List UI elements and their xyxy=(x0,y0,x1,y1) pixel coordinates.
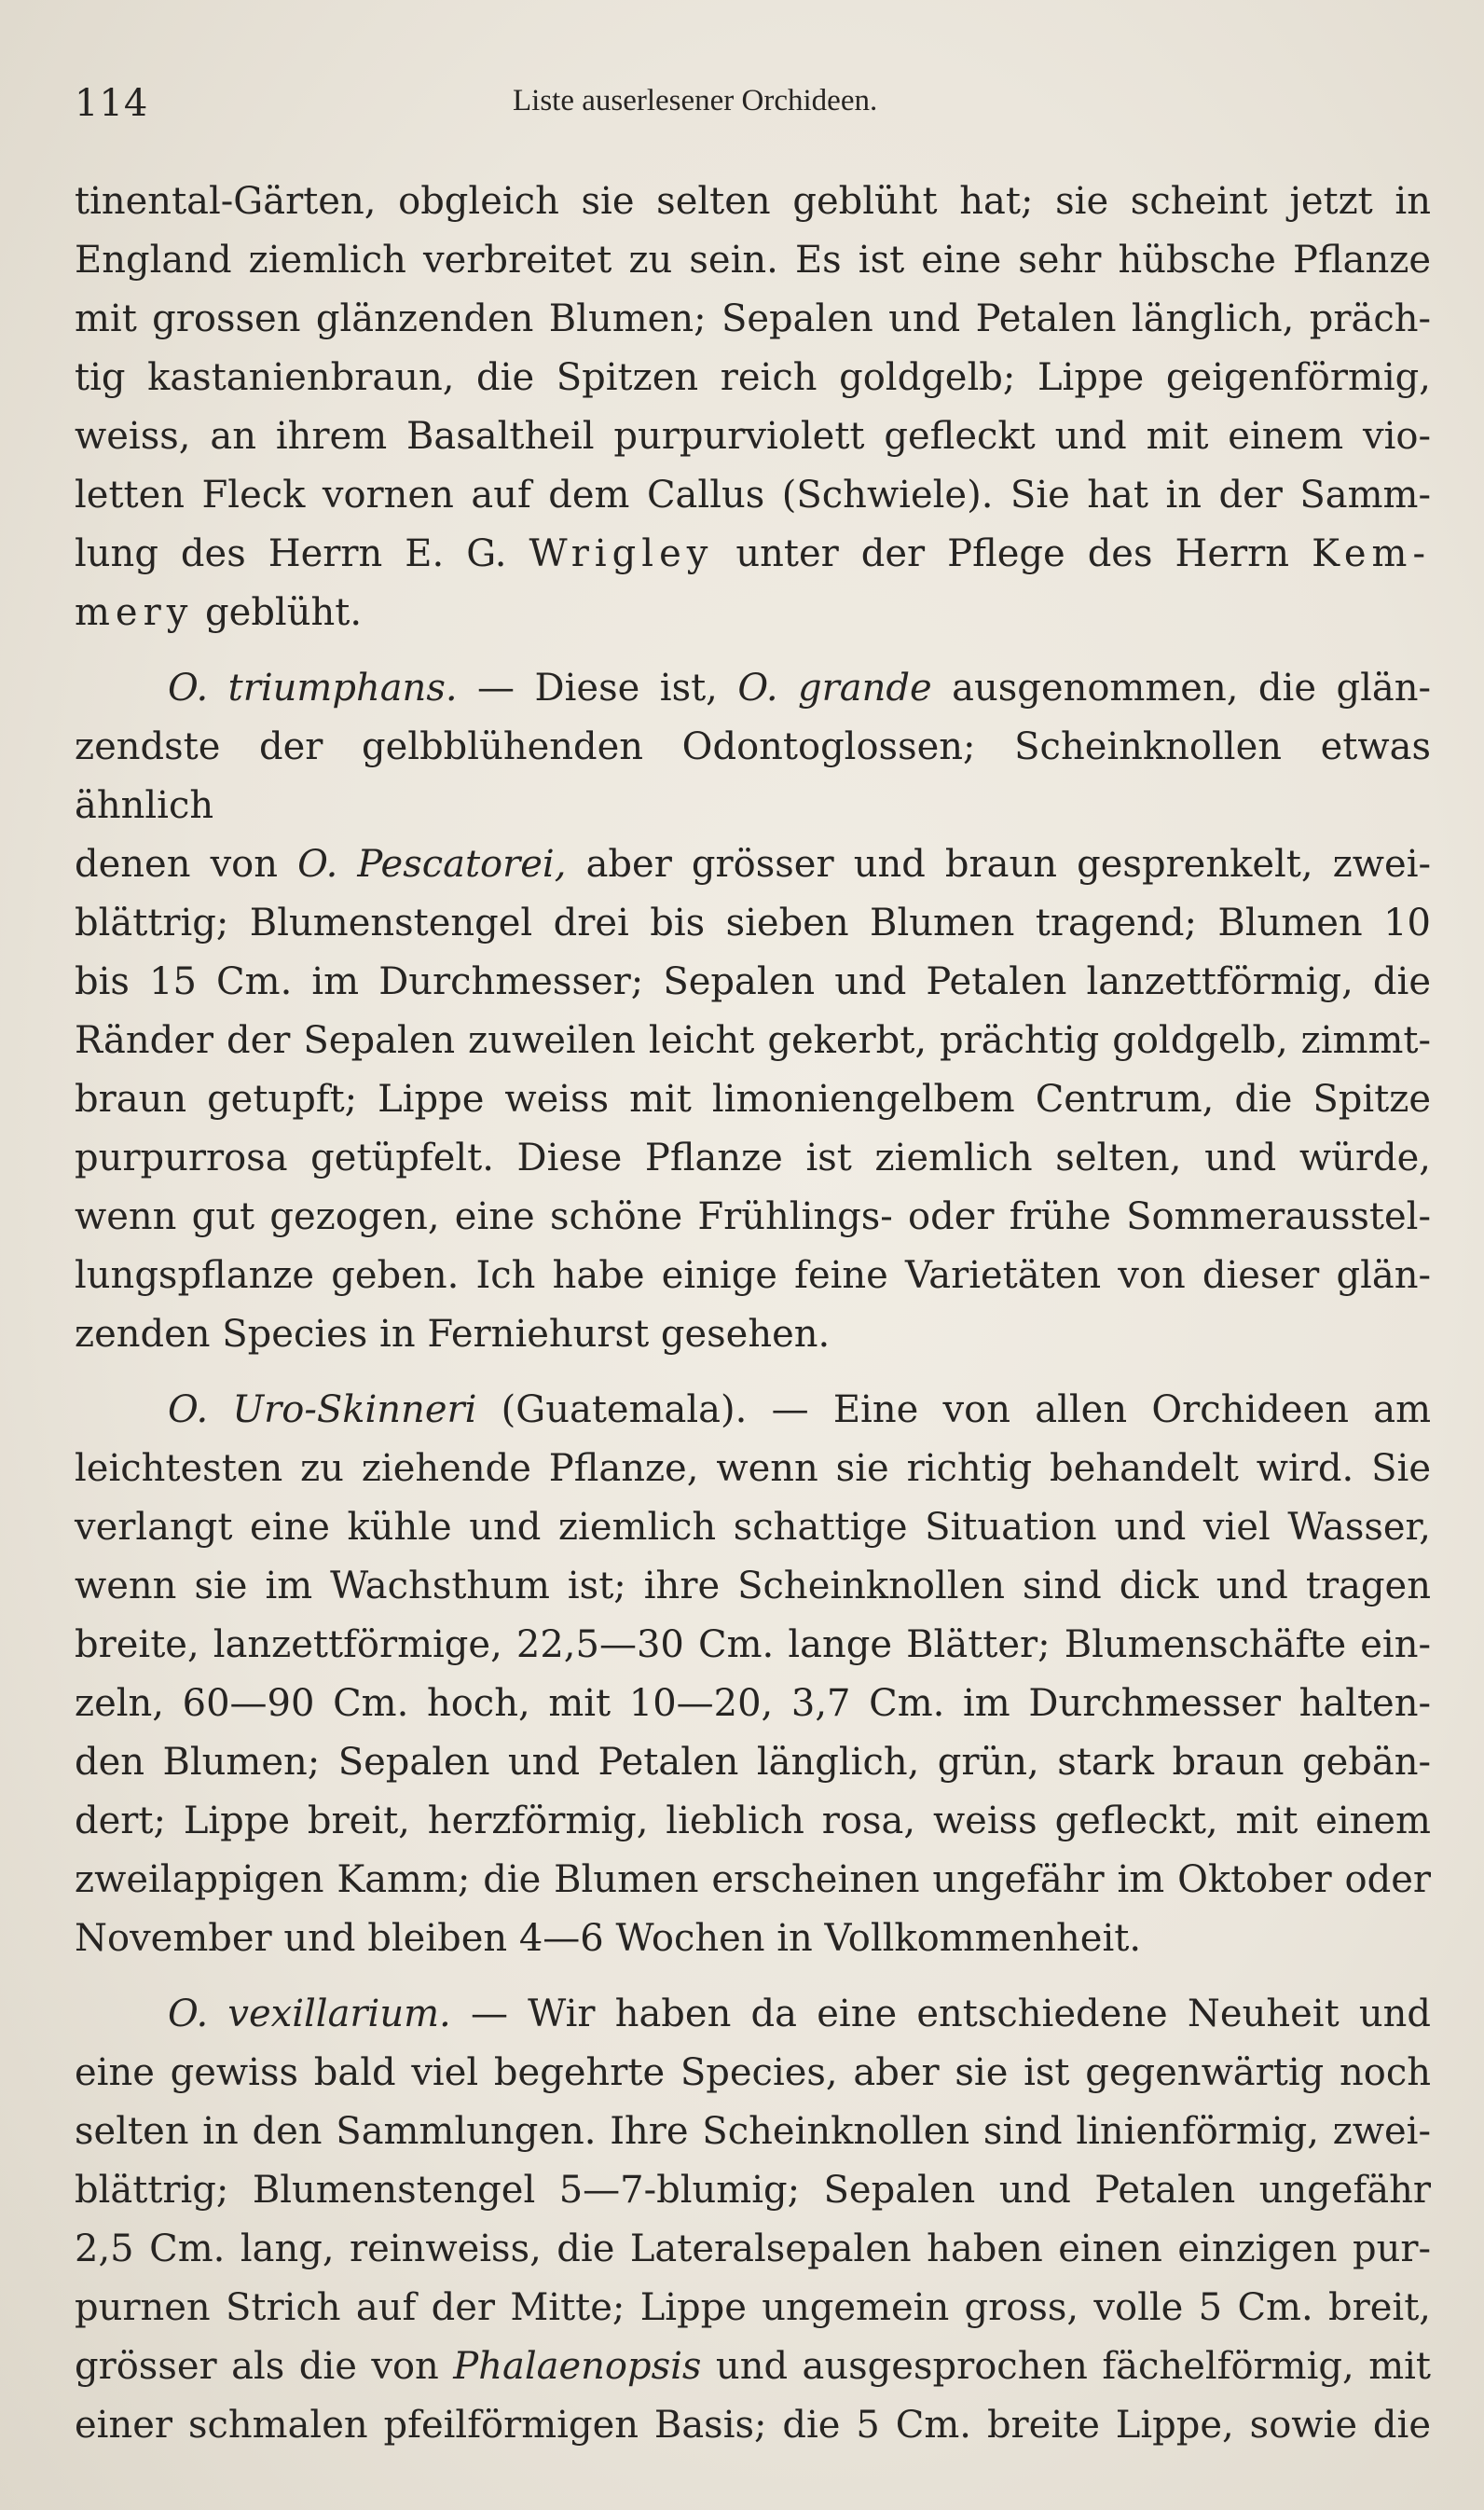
text-line xyxy=(75,1985,1431,2044)
running-title: Liste auserlesener Orchideen. xyxy=(513,84,878,117)
text-line: zenden Species in Ferniehurst gesehen. xyxy=(75,1313,831,1356)
text-line: purnen Strich auf der Mitte; Lippe ungemein gross, volle 5 Cm. breit, xyxy=(75,2286,1431,2329)
text-line: braun getupft; Lippe weiss mit limoniengelbem Centrum, die Spitze xyxy=(75,1078,1431,1121)
text-line: wenn sie im Wachsthum ist; ihre Scheinknollen sind dick und tragen xyxy=(75,1565,1431,1607)
paragraph-vexillarium xyxy=(75,1985,1431,2455)
text-run: grösser als die von xyxy=(75,2345,454,2388)
text-line: einer schmalen pfeilförmigen Basis; die 5 Cm. breite Lippe, sowie die xyxy=(75,2404,1431,2447)
text-line xyxy=(75,2338,1431,2396)
text-run: geblüht. xyxy=(193,591,363,634)
text-line xyxy=(75,659,1431,718)
text-line: tinental-Gärten, obgleich sie selten geblüht hat; sie scheint jetzt in xyxy=(75,180,1431,223)
text-line: lungspflanze geben. Ich habe einige feine Varietäten von dieser glän- xyxy=(75,1254,1431,1297)
text-line: England ziemlich verbreitet zu sein. Es ist eine sehr hübsche Pflanze xyxy=(75,239,1431,282)
text-run: — Wir haben da eine entschiedene Neuheit und xyxy=(450,1993,1431,2035)
paragraph-continuation xyxy=(75,172,1431,642)
text-line: tig kastanienbraun, die Spitzen reich goldgelb; Lippe geigenförmig, xyxy=(75,356,1431,399)
person-name: Wrigley xyxy=(529,532,714,575)
species-name: O. vexillarium. xyxy=(168,1993,451,2035)
text-line: blättrig; Blumenstengel 5—7-blumig; Sepalen und Petalen ungefähr xyxy=(75,2169,1431,2212)
text-line: mit grossen glänzenden Blumen; Sepalen und Petalen länglich, präch- xyxy=(75,297,1431,340)
text-line: selten in den Sammlungen. Ihre Scheinknollen sind linienförmig, zwei- xyxy=(75,2110,1431,2153)
text-line: 2,5 Cm. lang, reinweiss, die Lateralsepalen haben einen einzigen pur- xyxy=(75,2227,1431,2270)
text-run: und ausgesprochen fächelförmig, mit xyxy=(701,2345,1431,2388)
page-number: 114 xyxy=(75,82,149,125)
genus-name: Phalaenopsis xyxy=(453,2345,702,2388)
text-line: zendste der gelbblühenden Odontoglossen; Scheinknollen etwas ähnlich xyxy=(75,725,1431,827)
person-name: mery xyxy=(75,591,194,634)
text-run: lung des Herrn E. G. xyxy=(75,532,529,575)
text-line xyxy=(75,1381,1431,1440)
species-name: O. Uro-Skinneri xyxy=(168,1388,477,1431)
text-line xyxy=(75,584,1431,642)
text-line: Ränder der Sepalen zuweilen leicht gekerbt, prächtig goldgelb, zimmt- xyxy=(75,1019,1431,1062)
text-line: den Blumen; Sepalen und Petalen länglich, grün, stark braun gebän- xyxy=(75,1741,1431,1784)
text-line: leichtesten zu ziehende Pflanze, wenn sie richtig behandelt wird. Sie xyxy=(75,1447,1431,1490)
text-line: letten Fleck vornen auf dem Callus (Schwiele). Sie hat in der Samm- xyxy=(75,474,1431,517)
paragraph-triumphans xyxy=(75,659,1431,1364)
text-run: denen von xyxy=(75,843,298,886)
text-line: verlangt eine kühle und ziemlich schattige Situation und viel Wasser, xyxy=(75,1506,1431,1549)
text-run: — Diese ist, xyxy=(457,667,738,710)
text-line: bis 15 Cm. im Durchmesser; Sepalen und Petalen lanzettförmig, die xyxy=(75,960,1431,1003)
text-line: zweilappigen Kamm; die Blumen erscheinen ungefähr im Oktober oder xyxy=(75,1858,1431,1901)
page-header xyxy=(75,75,1431,140)
species-name: O. grande xyxy=(737,667,932,710)
text-run: unter der Pflege des Herrn xyxy=(713,532,1312,575)
text-line: breite, lanzettförmige, 22,5—30 Cm. lange Blätter; Blumenschäfte ein- xyxy=(75,1623,1431,1666)
text-line: zeln, 60—90 Cm. hoch, mit 10—20, 3,7 Cm. im Durchmesser halten- xyxy=(75,1682,1431,1725)
paragraph-uro-skinneri xyxy=(75,1381,1431,1968)
text-line: eine gewiss bald viel begehrte Species, aber sie ist gegenwärtig noch xyxy=(75,2051,1431,2094)
species-name: O. Pescatorei, xyxy=(297,843,567,886)
text-run: ausgenommen, die glän- xyxy=(931,667,1432,710)
body-text xyxy=(75,172,1431,2455)
text-run: aber grösser und braun gesprenkelt, zwei- xyxy=(566,843,1432,886)
text-line xyxy=(75,525,1431,584)
person-name: Kem- xyxy=(1312,532,1432,575)
species-name: O. triumphans. xyxy=(168,667,458,710)
text-line: weiss, an ihrem Basaltheil purpurviolett gefleckt und mit einem vio- xyxy=(75,415,1431,458)
text-line: November und bleiben 4—6 Wochen in Vollkommenheit. xyxy=(75,1917,1142,1960)
text-line xyxy=(75,835,1431,894)
text-line: blättrig; Blumenstengel drei bis sieben Blumen tragend; Blumen 10 xyxy=(75,902,1431,945)
text-line: dert; Lippe breit, herzförmig, lieblich rosa, weiss gefleckt, mit einem xyxy=(75,1800,1431,1842)
text-line: wenn gut gezogen, eine schöne Frühlings- oder frühe Sommerausstel- xyxy=(75,1195,1431,1238)
text-line: purpurrosa getüpfelt. Diese Pflanze ist ziemlich selten, und würde, xyxy=(75,1137,1431,1179)
text-run: (Guatemala). — Eine von allen Orchideen am xyxy=(476,1388,1431,1431)
